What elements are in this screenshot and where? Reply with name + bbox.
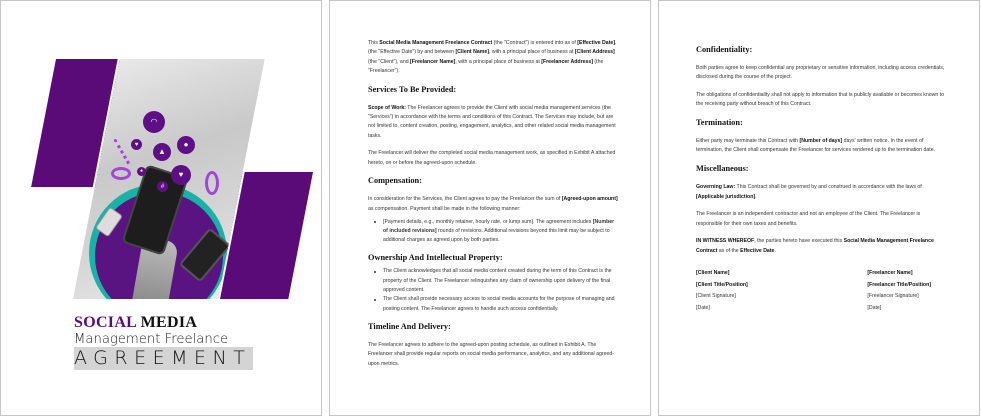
client-name-placeholder: [Client Name]: [455, 49, 489, 56]
cover-title-social: SOCIAL: [74, 314, 137, 331]
chat-icon: ●: [177, 136, 195, 154]
heart-icon: ♥: [131, 139, 142, 150]
timeline-paragraph: The Freelancer agrees to adhere to the agreed-upon posting schedule, as outlined in Exhibit A. The Freelancer shall provide regular reports on social media performance, analytics, and any additional agreed-upon metrics.: [368, 341, 614, 367]
ring-shape: [111, 167, 131, 180]
governing-law-paragraph: [696, 183, 947, 202]
scope-label: Scope of Work:: [368, 104, 406, 111]
heading-compensation: Compensation:: [368, 176, 422, 186]
days-placeholder: [Number of days]: [799, 138, 843, 145]
delivery-paragraph: The Freelancer will deliver the completed social media management work, as specified in Exhibit A attached hereto, on or before the agreed-upon schedule.: [368, 150, 616, 166]
text: In consideration for the Services, the Client agrees to pay the Freelancer the sum of: [368, 196, 562, 203]
text: , (the "Effective Date") by and between: [368, 40, 617, 56]
cover-title-agreement: AGREEMENT: [74, 347, 252, 369]
text: .: [774, 247, 776, 254]
ring-shape: [205, 171, 219, 195]
freelancer-name-placeholder: [Freelancer Name]: [410, 58, 456, 65]
text: Either party may terminate this Contract with: [696, 138, 800, 145]
text: as compensation. Payment shall be made in the following manner:: [368, 205, 521, 212]
text: , the parties hereto have executed this: [754, 238, 844, 245]
freelancer-name-field[interactable]: [Freelancer Name]: [867, 270, 913, 277]
freelancer-signature-field[interactable]: [Freelancer Signature]: [867, 293, 919, 300]
text: as of the: [717, 247, 741, 254]
wifi-icon: ◠: [143, 111, 165, 133]
effective-date-label: Effective Date: [740, 247, 775, 254]
heading-ownership: Ownership And Intellectual Property:: [368, 253, 503, 263]
client-name-field[interactable]: [Client Name]: [696, 270, 730, 277]
freelancer-date-field[interactable]: [Date]: [867, 304, 882, 311]
hashtag-icon: #: [157, 181, 168, 192]
freelancer-title-field[interactable]: [Freelancer Title/Position]: [867, 281, 931, 288]
contract-name: Social Media Management Freelance Contract: [379, 40, 493, 46]
heading-confidentiality: Confidentiality:: [696, 45, 753, 54]
signature-block: [696, 268, 931, 314]
page-2: [329, 0, 651, 416]
confidentiality-paragraph-2: The obligations of confidentiality shall not apply to information that is publicly available or becomes known to the receiving party without breach of this Contract.: [696, 92, 944, 108]
text: days' written notice. In the event of termination, the Client shall compensate the Freelancer for services rendered up to the termination date.: [696, 138, 936, 154]
contract-name: Social Media Management Freelance Contract: [696, 238, 934, 254]
cover-title-media: MEDIA: [140, 314, 198, 331]
client-signature-column: [696, 268, 748, 314]
effective-date-placeholder: [Effective Date]: [577, 40, 616, 46]
freelancer-signature-column: [867, 268, 931, 314]
intro-paragraph: [368, 39, 618, 76]
compensation-list: [368, 218, 618, 246]
text: (the "Freelancer").: [368, 58, 604, 74]
client-signature-field[interactable]: [Client Signature]: [696, 293, 736, 300]
text: rounds of revisions. Additional revisions beyond this limit may be subject to additional charges as agreed upon by both parties.: [383, 227, 610, 244]
witness-paragraph: [696, 237, 947, 256]
heading-miscellaneous: Miscellaneous:: [696, 164, 749, 174]
amount-placeholder: [Agreed-upon amount]: [561, 196, 618, 203]
freelancer-address-placeholder: [Freelancer Address]: [541, 58, 593, 65]
ownership-list: [368, 267, 618, 313]
list-item: The Client shall provide necessary access to social media accounts for the purpose of managing and posting content. The Freelancer agrees to handle such access confidentially.: [383, 295, 618, 314]
page-3: [658, 0, 980, 416]
compensation-paragraph: [368, 195, 618, 214]
text: (the "Contract") is entered into as of: [492, 40, 578, 46]
list-item: [383, 218, 618, 246]
jurisdiction-placeholder: [Applicable jurisdiction]: [696, 193, 756, 200]
list-item: The Client acknowledges that all social media content created during the term of this Contract is the property of the Client. The Freelancer relinquishes any claim of ownership upon delivery of the final approved content.: [383, 267, 618, 295]
client-title-field[interactable]: [Client Title/Position]: [696, 281, 748, 288]
thumbs-up-icon: ▲: [153, 143, 171, 161]
text: , with a principal place of business at: [488, 49, 575, 56]
text: (the "Client"), and: [368, 58, 411, 65]
termination-paragraph: [696, 137, 947, 156]
user-icon: ●: [137, 167, 146, 176]
contractor-paragraph: The Freelancer is an independent contractor and not an employee of the Client. The Freelancer is responsible for their own taxes and benefits.: [696, 211, 921, 227]
governing-law-label: Governing Law:: [696, 184, 736, 191]
text: This Contract shall be governed by and construed in accordance with the laws of: [735, 184, 922, 191]
text: [Payment details, e.g., monthly retainer, hourly rate, or lump sum]. The agreement includes: [383, 218, 593, 225]
heart-icon: ♥: [171, 165, 191, 185]
heading-timeline: Timeline And Delivery:: [368, 321, 451, 331]
revisions-placeholder: [Number of included revisions]: [383, 218, 615, 234]
text: .: [755, 193, 757, 200]
text: The Freelancer agrees to provide the Client with social media management services (the "Services") in accordance with the terms and conditions of this Contract. The Services may include, but are not limited to, content creation, posting, engagement, analytics, and other related social media management tasks.: [368, 104, 616, 139]
witness-label: IN WITNESS WHEREOF: [696, 238, 755, 245]
cover-title-block: [74, 315, 284, 370]
heading-services: Services To Be Provided:: [368, 84, 457, 94]
confidentiality-paragraph-1: Both parties agree to keep confidential any proprietary or sensitive information, including access credentials, disclosed during the course of the project.: [696, 65, 945, 81]
client-date-field[interactable]: [Date]: [696, 304, 710, 311]
page-cover: [0, 0, 322, 416]
cover-title-line1: [74, 315, 284, 331]
scope-paragraph: [368, 104, 618, 141]
text: This: [368, 40, 380, 46]
text: , with a principal place of business at: [455, 58, 542, 65]
heading-termination: Termination:: [696, 118, 743, 128]
client-address-placeholder: [Client Address]: [574, 49, 615, 56]
cover-subtitle: Management Freelance: [74, 332, 229, 347]
